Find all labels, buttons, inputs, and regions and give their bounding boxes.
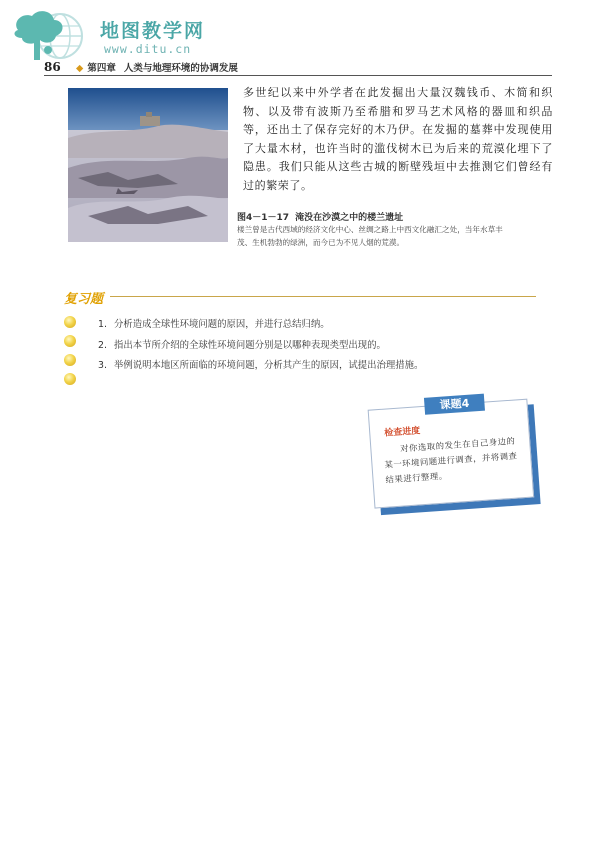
figure-title: 淹没在沙漠之中的楼兰遗址 xyxy=(295,213,404,223)
header-divider xyxy=(44,75,552,76)
figure-caption-title xyxy=(237,210,403,223)
yellow-dot-icon xyxy=(64,335,76,347)
review-heading-rule xyxy=(110,296,536,297)
chapter-number: 第四章 xyxy=(87,63,116,74)
body-paragraph: 多世纪以来中外学者在此发掘出大量汉魏钱币、木简和织物、以及带有波斯乃至希腊和罗马艺术风格的器皿和织品等，还出土了保存完好的木乃伊。在发掘的墓葬中发现使用了大量木材，也许当时的滥伐树木已为后来的荒漠化埋下了隐患。我们只能从这些古城的断壁残垣中去推测它们曾经有过的繁荣了。 xyxy=(243,86,553,192)
diamond-bullet-icon: ◆ xyxy=(76,63,84,74)
figure-caption-description: 楼兰曾是古代西域的经济文化中心、丝绸之路上中西文化融汇之处，当年水草丰茂、生机勃勃的绿洲，而今已为不见人烟的荒漠。 xyxy=(237,225,503,247)
project-card-tab: 课题4 xyxy=(424,394,485,415)
project-card xyxy=(368,398,538,511)
page-number: 86 xyxy=(44,60,61,74)
loulan-ruins-photo xyxy=(68,88,228,242)
tree-globe-logo-icon xyxy=(8,8,90,64)
watermark-title: 地图教学网 xyxy=(100,20,206,42)
review-heading: 复习题 xyxy=(64,292,104,307)
chapter-heading xyxy=(76,60,238,74)
question-number: 2. xyxy=(98,339,107,351)
review-question-list xyxy=(98,318,423,380)
chapter-title: 人类与地理环境的协调发展 xyxy=(123,63,238,74)
question-text: 指出本节所介绍的全球性环境问题分别是以哪种表现类型出现的。 xyxy=(114,339,386,351)
project-card-text: 对你选取的发生在自己身边的某一环境问题进行调查，并将调查结果进行整理。 xyxy=(384,435,518,485)
watermark-logo xyxy=(8,6,248,64)
watermark-url: www.ditu.cn xyxy=(104,42,192,56)
question-text: 分析造成全球性环境问题的原因，并进行总结归纳。 xyxy=(114,319,330,330)
yellow-dot-icon xyxy=(64,354,76,366)
project-card-subtitle: 检查进度 xyxy=(383,426,421,439)
review-question xyxy=(98,359,423,380)
decorative-dots xyxy=(64,316,76,392)
yellow-dot-icon xyxy=(64,316,76,328)
project-card-body xyxy=(368,396,535,509)
question-text: 举例说明本地区所面临的环境问题，分析其产生的原因，试提出治理措施。 xyxy=(114,360,424,371)
question-number: 1. xyxy=(98,319,107,330)
review-question xyxy=(98,318,423,339)
question-number: 3. xyxy=(98,360,107,371)
figure-number: 图4－1－17 xyxy=(237,213,290,223)
yellow-dot-icon xyxy=(64,373,76,385)
review-question xyxy=(98,339,423,360)
